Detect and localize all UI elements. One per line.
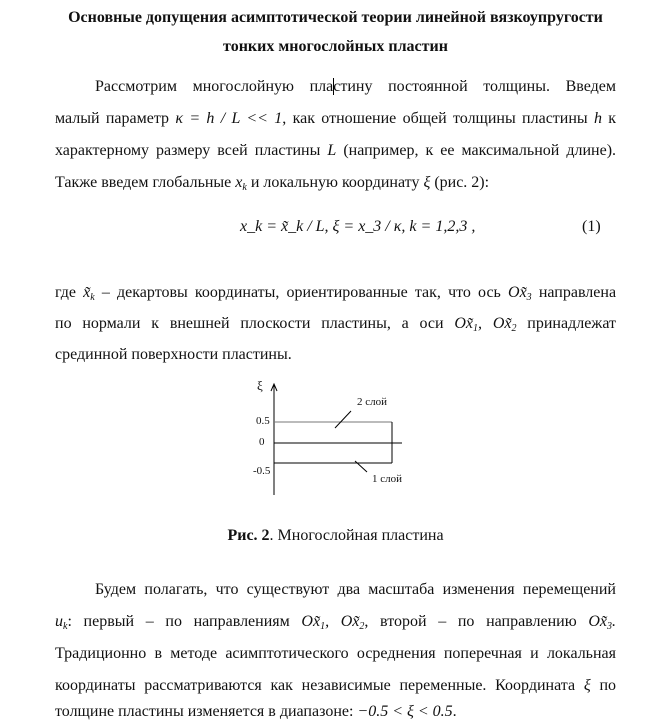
paragraph-3-line-4 (55, 676, 616, 696)
xi-range-formula: −0.5 < ξ < 0.5 (357, 703, 453, 720)
text: характерному размеру всей пластины (55, 142, 321, 159)
text: Рассмотрим многослойную пла (95, 78, 334, 95)
axis-ox2: $Ox̃_2$ (492, 315, 517, 334)
text: где (55, 284, 77, 301)
title-line-2: тонких многослойных пластин (223, 38, 448, 55)
tick-label: 0 (259, 436, 265, 448)
math-xi: ξ (583, 677, 591, 694)
text: , как отношение общей толщины пластины (282, 110, 588, 127)
paragraph-3-line-5: толщине пластины изменяется в диапазоне: −0.5 < ξ < 0.5. (55, 703, 457, 720)
text: (рис. 2): (434, 174, 490, 191)
axis-ox2: $Ox̃_2$ (340, 613, 365, 632)
caption-text: . Многослойная пластина (269, 527, 444, 544)
layer-1-label: 1 слой (372, 473, 403, 485)
figure-caption (55, 526, 616, 546)
math-L: L (327, 142, 337, 159)
text: и локальную координату (250, 174, 420, 191)
equation-formula: x_k = x̃_k / L, ξ = x_3 / κ, k = 1,2,3 , (240, 218, 476, 235)
text: по нормали к внешней плоскости пластины, а оси (55, 315, 444, 332)
axis-ox3: $Ox̃_3$. (588, 613, 617, 632)
text: направлена (538, 284, 617, 301)
text: к (608, 110, 617, 127)
text: стину постоянной толщины. Введем (333, 78, 616, 95)
tick-label: 0.5 (256, 415, 270, 427)
text: (например, к ее максимальной длине). (343, 142, 617, 159)
leader-line-layer-2 (335, 411, 351, 428)
math-xk-tilde: $x̃_k$ (83, 284, 95, 303)
paragraph-3-line-2 (55, 612, 616, 637)
axis-ox1: $Ox̃_1$, (454, 315, 483, 334)
axis-label-xi: ξ (257, 378, 263, 393)
math-xi: ξ (423, 174, 431, 191)
text: по (599, 677, 617, 694)
text: Также введем глобальные (55, 174, 232, 191)
axis-ox1: $Ox̃_1$, (301, 613, 330, 632)
text: координаты рассматриваются как независимые переменные. Координата (55, 677, 576, 694)
text: принадлежат (527, 315, 617, 332)
caption-label: Рис. 2 (227, 527, 270, 544)
math-xk: $x_k$ (235, 174, 247, 193)
math-h: h (593, 110, 602, 127)
equation-number: (1) (582, 218, 601, 235)
text: , второй – по направлению (364, 613, 577, 630)
text: – декартовы координаты, ориентированные так, что ось (101, 284, 501, 301)
text: малый параметр (55, 110, 170, 127)
axis-ox3: $Ox̃_3$ (508, 284, 532, 303)
text: : первый – по направлениям (67, 613, 290, 630)
paragraph-3-line-3: Традиционно в методе асимптотического осреднения поперечная и локальная (55, 645, 616, 662)
paragraph-2-line-3: срединной поверхности пластины. (55, 346, 292, 363)
layer-2-label: 2 слой (357, 396, 388, 408)
math-uk: $u_k$ (55, 613, 68, 632)
tick-label: -0.5 (253, 465, 271, 477)
text: толщине пластины изменяется в диапазоне: (55, 703, 354, 720)
paragraph-3-line-1: Будем полагать, что существуют два масштаба изменения перемещений (95, 581, 616, 598)
title-line-1: Основные допущения асимптотической теории линейной вязкоупругости (68, 9, 603, 26)
kappa-formula: κ = h / L << 1 (175, 110, 283, 127)
